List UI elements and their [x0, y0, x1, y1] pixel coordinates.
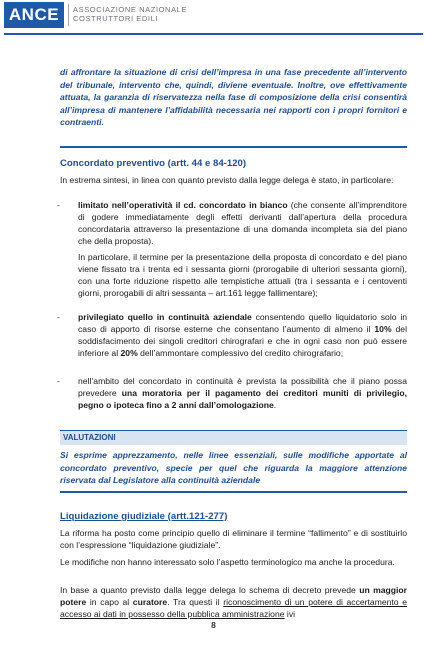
page-header	[0, 0, 427, 40]
list-dash: -	[57, 200, 60, 210]
list-item-1-bold: limitato nell’operatività il cd. concordato in bianco	[78, 200, 288, 210]
list-item-3-text	[78, 376, 407, 412]
valutazioni-rule	[60, 491, 407, 493]
list-item-1	[57, 200, 407, 248]
header-rule	[4, 33, 423, 35]
logo-text: ANCE	[8, 5, 60, 24]
list-item-1-para2	[78, 252, 407, 300]
liquidazione-heading	[60, 511, 407, 523]
page-number: 8	[211, 620, 216, 630]
ance-logo	[4, 2, 64, 28]
list-item-3-t2: .	[273, 399, 277, 410]
list-item-2-b2: 10%	[374, 323, 392, 334]
liquidazione-heading-text: Liquidazione giudiziale (artt.121-277)	[60, 511, 228, 522]
list-item-2-t3: dell’ammontare complessivo del credito chirografario;	[137, 347, 344, 358]
association-line-1: ASSOCIAZIONE NAZIONALE	[73, 5, 188, 14]
liquidazione-p1: La riforma ha posto come principio quello di eliminare il termine “fallimento” e di sostituirlo con l’espressione “liquidazione giudiziale”.	[60, 528, 407, 550]
logo-divider	[68, 4, 69, 26]
liquidazione-p3-c: in capo al	[86, 596, 133, 607]
list-item-2-t2: del soddisfacimento dei singoli creditori chirografari e che in ogni caso non può essere inferiore al	[78, 323, 407, 358]
association-name	[73, 5, 187, 23]
intro-paragraph: di affrontare la situazione di crisi dell’impresa in una fase precedente all’intervento del tribunale, intervento che, quindi, diviene eventuale. Inoltre, ove effettivamente attuata, la garanzia di riservatezza nella fase di composizione della crisi consentirà all’impresa di mantenere l’affidabilità necessaria nei rapporti con i propri fornitori e contraenti.	[60, 67, 407, 128]
liquidazione-p3-d: curatore	[132, 596, 168, 607]
list-item-2-text	[78, 312, 407, 360]
list-item-2-b3: 20%	[120, 347, 138, 358]
list-item-2	[57, 312, 408, 360]
liquidazione-p3-e: . Tra questi il	[167, 596, 224, 607]
list-item-1-rest: (che consente all’imprenditore di godere immediatamente degli effetti derivanti dall’apertura della procedura concordataria attraverso la presentazione di una domanda incompleta sia del piano che della proposta).	[78, 200, 407, 246]
list-item-1-text	[78, 200, 407, 248]
list-item-3-t1: nell’ambito del concordato in continuità è prevista la possibilità che il piano possa prevedere	[78, 376, 407, 398]
list-item-2-t1: consentendo quello liquidatorio solo in caso di apporto di risorse esterne che consentano l’aumento di almeno il	[78, 312, 408, 334]
concordato-intro: In estrema sintesi, in linea con quanto previsto dalla legge delega è stato, in particolare:	[60, 175, 394, 185]
liquidazione-p3-a: In base a quanto previsto dalla legge delega lo schema di decreto prevede	[60, 585, 360, 595]
valutazioni-band	[60, 430, 407, 445]
list-item-2-bold: privilegiato quello in continuità aziendale	[78, 312, 252, 322]
list-item-3-bold: una moratoria per il pagamento dei creditori muniti di privilegio, pegno o ipoteca fino a 2 anni dall’omologazione	[78, 387, 407, 410]
liquidazione-p2: Le modifiche non hanno interessato solo l’aspetto terminologico ma anche la procedura.	[60, 557, 395, 567]
list-item-3	[57, 376, 407, 412]
valutazioni-text: Si esprime apprezzamento, nelle linee essenziali, sulle modifiche apportate al concordato preventivo, specie per quel che riguarda la maggiore attenzione riservata dal Legislatore alla continuità aziendale	[60, 450, 407, 486]
association-line-2: COSTRUTTORI EDILI	[73, 14, 159, 23]
list-item-1-para2-text: In particolare, il termine per la presentazione della proposta di concordato e del piano viene fissato tra i trenta ed i sessanta giorni (prorogabile di ulteriori sessanta giorni), con una forte riduzione rispetto alle tempistiche attuali (tra i sessanta e i centoventi giorni, prorogabili di altri sessanta – art.161 legge fallimentare);	[78, 252, 407, 298]
liquidazione-p3	[60, 585, 407, 621]
liquidazione-p3-b: un maggior potere	[60, 585, 407, 607]
liquidazione-p3-g: ivi	[284, 608, 296, 619]
liquidazione-p3-f: riconoscimento di un potere di accertamento e accesso ai dati in possesso della pubblica amministrazione	[60, 596, 407, 619]
list-dash: -	[57, 312, 60, 322]
concordato-heading: Concordato preventivo (artt. 44 e 84-120)	[60, 158, 247, 169]
list-dash: -	[57, 376, 60, 386]
valutazioni-label: VALUTAZIONI	[63, 433, 116, 442]
intro-rule	[60, 146, 407, 148]
